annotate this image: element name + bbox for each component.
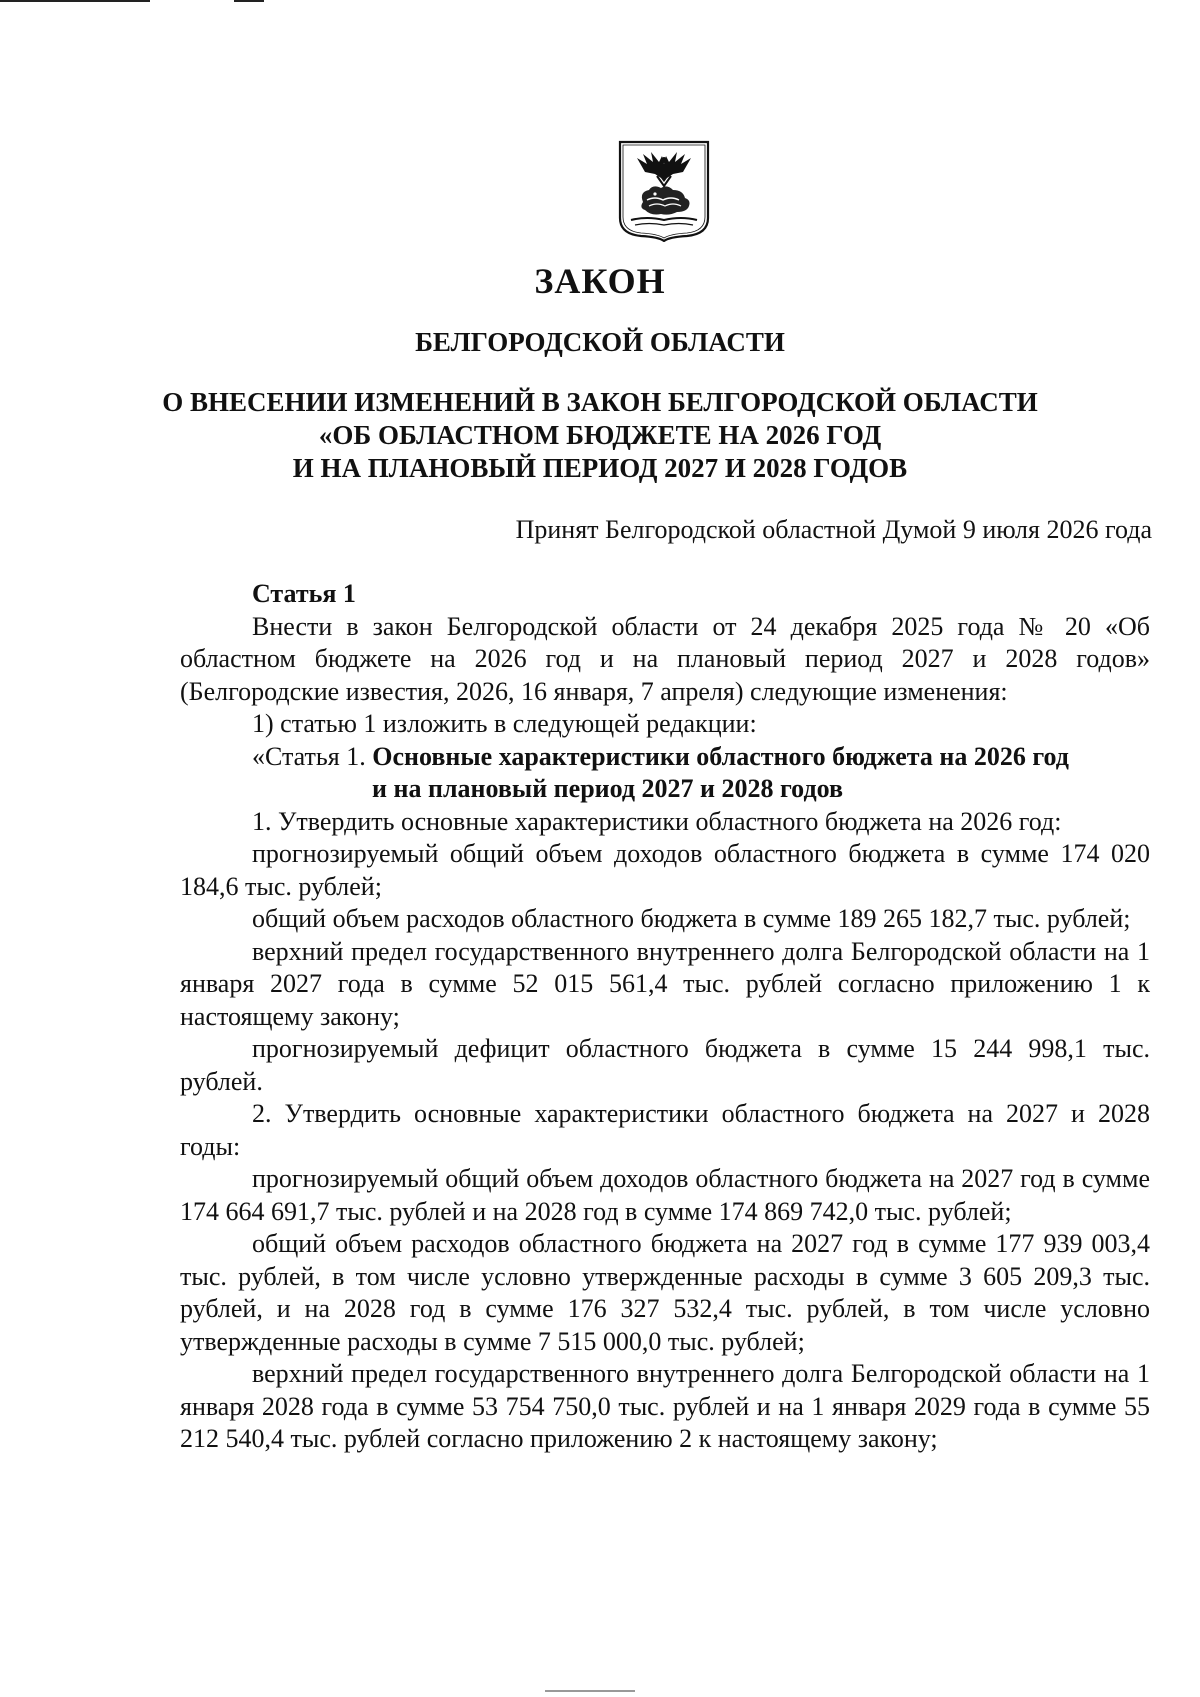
amended-article-title-continued: и на плановый период 2027 и 2028 годов xyxy=(372,774,843,803)
law-body xyxy=(180,578,1150,1456)
point: 2. Утвердить основные характеристики областного бюджета на 2027 и 2028 годы: xyxy=(180,1099,1150,1161)
coat-of-arms-icon xyxy=(617,140,711,242)
paragraph: 1) статью 1 изложить в следующей редакции: xyxy=(252,709,757,738)
point: верхний предел государственного внутреннего долга Белгородской области на 1 января 2027 года в сумме 52 015 561,4 тыс. рублей согласно приложению 1 к настоящему закону; xyxy=(180,936,1150,1031)
point: прогнозируемый общий объем доходов областного бюджета на 2027 год в сумме 174 664 691,7 тыс. рублей и на 2028 год в сумме 174 869 742,0 тыс. рублей; xyxy=(180,1164,1150,1226)
document-title: ЗАКОН xyxy=(534,261,666,301)
scan-mark xyxy=(0,0,150,2)
point: прогнозируемый общий объем доходов областного бюджета в сумме 174 020 184,6 тыс. рублей; xyxy=(180,839,1150,901)
point: верхний предел государственного внутреннего долга Белгородской области на 1 января 2028 года в сумме 53 754 750,0 тыс. рублей и на 1 января 2029 года в сумме 55 212 540,4 тыс. рублей согласно приложению 2 к настоящему закону; xyxy=(180,1359,1150,1453)
region-title: БЕЛГОРОДСКОЙ ОБЛАСТИ xyxy=(415,327,785,357)
scan-mark xyxy=(545,1690,635,1692)
subject-line: И НА ПЛАНОВЫЙ ПЕРИОД 2027 И 2028 ГОДОВ xyxy=(292,453,908,483)
point: прогнозируемый дефицит областного бюджета в сумме 15 244 998,1 тыс. рублей. xyxy=(180,1034,1150,1096)
subject-line: О ВНЕСЕНИИ ИЗМЕНЕНИЙ В ЗАКОН БЕЛГОРОДСКОЙ ОБЛАСТИ xyxy=(162,387,1038,417)
point: общий объем расходов областного бюджета на 2027 год в сумме 177 939 003,4 тыс. рублей, в том числе условно утвержденные расходы в сумме 3 605 209,3 тыс. рублей, и на 2028 год в сумме 176 327 532,4 тыс. рублей, в том числе условно утвержденные расходы в сумме 7 515 000,0 тыс. рублей; xyxy=(180,1229,1150,1356)
adoption-note: Принят Белгородской областной Думой 9 июля 2026 года xyxy=(515,515,1152,544)
subject-line: «ОБ ОБЛАСТНОМ БЮДЖЕТЕ НА 2026 ГОД xyxy=(318,420,882,450)
article-heading: Статья 1 xyxy=(252,579,356,608)
amended-article-heading xyxy=(180,741,1150,774)
amended-article-title: Основные характеристики областного бюджета на 2026 год xyxy=(372,741,1069,771)
point: общий объем расходов областного бюджета в сумме 189 265 182,7 тыс. рублей; xyxy=(252,904,1131,933)
scan-mark xyxy=(234,0,264,2)
law-subject xyxy=(140,386,1060,485)
amended-article-prefix: «Статья 1. xyxy=(252,741,366,771)
point: 1. Утвердить основные характеристики областного бюджета на 2026 год: xyxy=(252,806,1062,836)
paragraph: Внести в закон Белгородской области от 24 декабря 2025 года № 20 «Об областном бюджете на 2026 год и на плановый период 2027 и 2028 годов» (Белгородские известия, 2026, 16 января, 7 апреля) следующие изменения: xyxy=(180,611,1150,706)
